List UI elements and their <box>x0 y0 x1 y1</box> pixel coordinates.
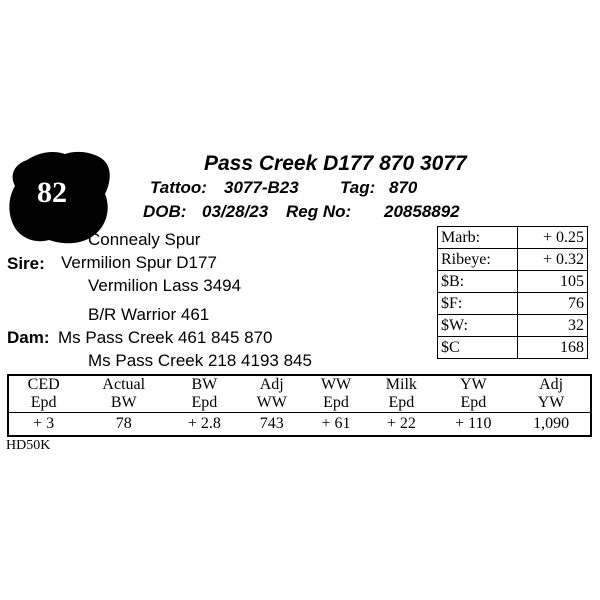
tattoo-value: 3077-B23 <box>224 178 299 197</box>
index-value: + 0.25 <box>518 227 588 249</box>
epd-header-adj-yw: Adj YW <box>537 376 565 411</box>
lot-number: 82 <box>37 176 67 209</box>
index-table <box>437 226 588 359</box>
epd-header-actual-bw: Actual BW <box>102 376 146 411</box>
epd-value-yw: + 110 <box>435 413 513 437</box>
reg-value: 20858892 <box>384 202 460 221</box>
genomic-test-code: HD50K <box>6 438 51 453</box>
epd-value-ww: + 61 <box>304 413 368 437</box>
sire-label: Sire: <box>7 254 45 273</box>
index-row-beef-value <box>438 271 588 293</box>
index-label: $W: <box>438 315 518 337</box>
epd-value-row <box>8 413 591 437</box>
index-row-ribeye <box>438 249 588 271</box>
index-row-weaned-value <box>438 315 588 337</box>
dam-dam: Ms Pass Creek 218 4193 845 <box>88 351 312 370</box>
epd-table <box>7 374 592 437</box>
index-row-marbling <box>438 227 588 249</box>
index-value: 32 <box>518 315 588 337</box>
index-label: $F: <box>438 293 518 315</box>
epd-value-milk: + 22 <box>368 413 434 437</box>
tag-value: 870 <box>389 178 418 197</box>
dam-name: Ms Pass Creek 461 845 870 <box>58 328 273 347</box>
epd-header-ww: WW Epd <box>320 376 352 411</box>
epd-value-adj-yw: 1,090 <box>512 413 591 437</box>
epd-value-ced: + 3 <box>8 413 78 437</box>
epd-value-bw: + 2.8 <box>169 413 239 437</box>
index-row-combined-value <box>438 337 588 359</box>
index-label: $B: <box>438 271 518 293</box>
epd-header-yw: YW Epd <box>460 376 487 411</box>
epd-header-bw: BW Epd <box>191 376 218 411</box>
tattoo-label: Tattoo: <box>150 178 207 197</box>
epd-header-adj-ww: Adj WW <box>256 376 287 411</box>
dob-value: 03/28/23 <box>202 202 269 221</box>
epd-header-ced: CED Epd <box>27 376 60 411</box>
dob-label: DOB: <box>143 202 187 221</box>
index-label: $C <box>438 337 518 359</box>
index-value: 168 <box>518 337 588 359</box>
index-label: Ribeye: <box>438 249 518 271</box>
sire-dam: Vermilion Lass 3494 <box>88 276 242 295</box>
sire-sire: Connealy Spur <box>88 230 201 249</box>
index-value: + 0.32 <box>518 249 588 271</box>
epd-value-actual-bw: 78 <box>78 413 169 437</box>
dam-sire: B/R Warrior 461 <box>88 305 210 324</box>
index-label: Marb: <box>438 227 518 249</box>
sire-name: Vermilion Spur D177 <box>61 253 217 272</box>
animal-name: Pass Creek D177 870 3077 <box>204 152 467 175</box>
epd-header-milk: Milk Epd <box>385 376 417 411</box>
epd-header-row <box>8 375 591 413</box>
index-row-feedlot-value <box>438 293 588 315</box>
epd-value-adj-ww: 743 <box>240 413 304 437</box>
reg-label: Reg No: <box>286 202 352 221</box>
tag-label: Tag: <box>340 178 376 197</box>
index-value: 105 <box>518 271 588 293</box>
dam-label: Dam: <box>7 328 50 347</box>
index-value: 76 <box>518 293 588 315</box>
